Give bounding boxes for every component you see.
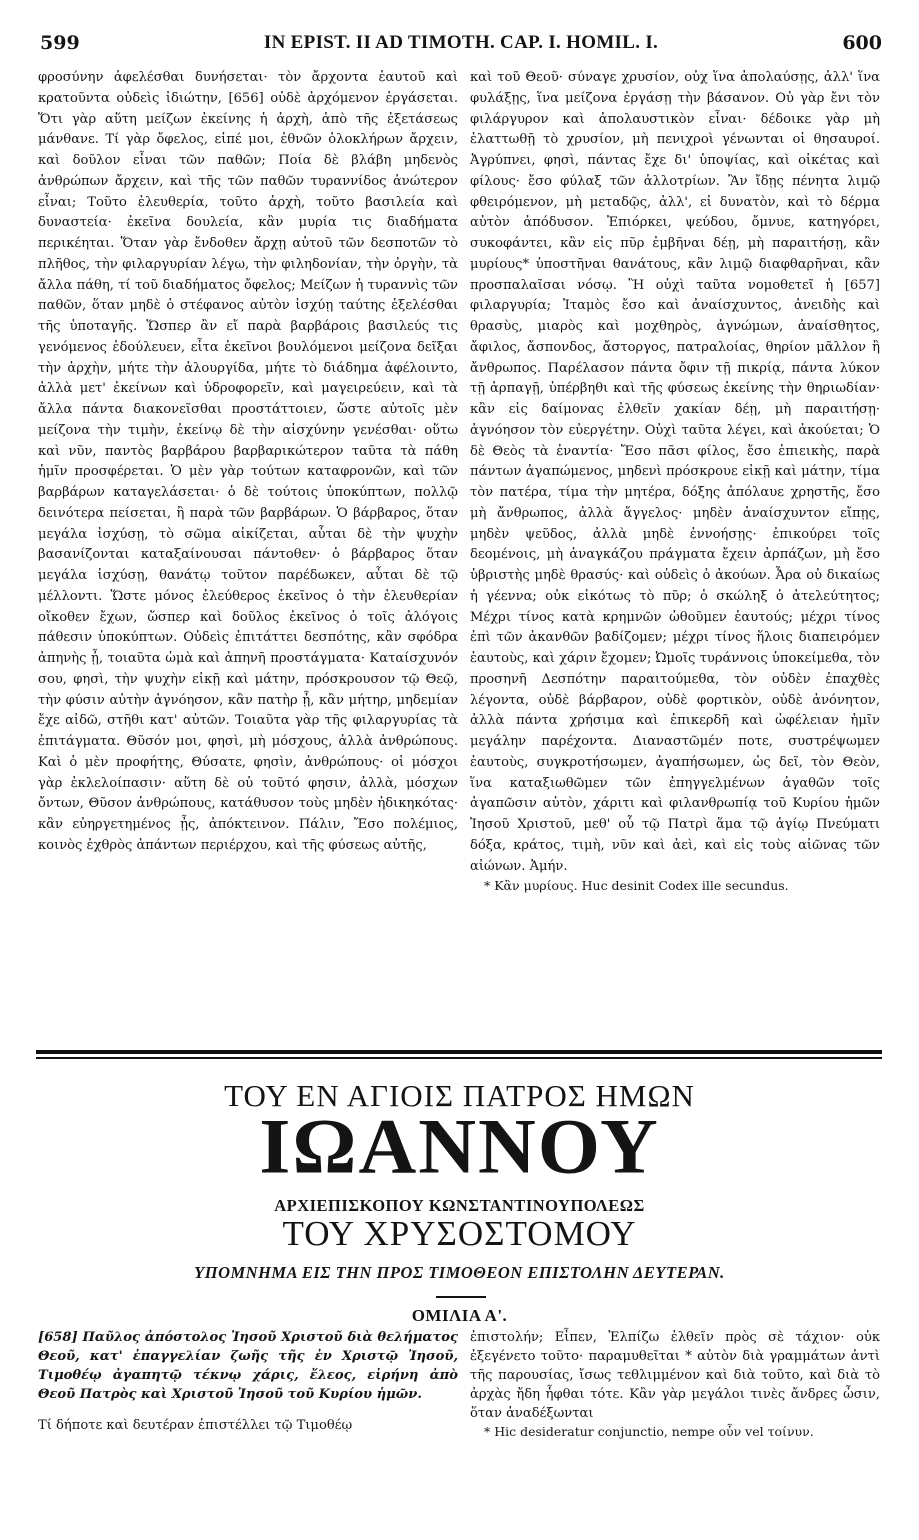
homily-heading: ΟΜΙΛΙΑ Α'.: [411, 1306, 508, 1325]
left-column: [38, 68, 458, 857]
bottom-left-column: [38, 1328, 458, 1435]
title-line-3: ΑΡΧΙΕΠΙΣΚΟΠΟΥ ΚΩΝΣΤΑΝΤΙΝΟΥΠΟΛΕΩΣ: [274, 1196, 645, 1215]
title-line-5: ΥΠΟΜΝΗΜΑ ΕΙΣ ΤΗΝ ΠΡΟΣ ΤΙΜΟΘΕΟΝ ΕΠΙΣΤΟΛΗΝ ΔΕΥΤΕΡΑΝ.: [194, 1263, 725, 1282]
divider-thin: [36, 1057, 882, 1059]
bottom-right-column: [470, 1328, 880, 1440]
right-column: [470, 68, 880, 894]
footnote-top: * Κἂν μυρίους. Huc desinit Codex ille secundus.: [484, 878, 789, 894]
short-divider: [436, 1296, 486, 1298]
bottom-right-text: ἐπιστολήν; Εἶπεν, Ἐλπίζω ἐλθεῖν πρὸς σὲ τάχιον· οὐκ ἐξεγένετο τοῦτο· παραμυθεῖται * αὐτὸν διὰ γραμμάτων ἀντὶ τῆς παρουσίας, ἴσως τεθλιμμένον καὶ διὰ τοῦτο, καὶ διὰ τὸ ἀρχὰς ἤδη ἧφθαι τότε. Κἂν γὰρ μεγάλοι τινὲς ἄνδρες ὦσιν, ὅταν ἀναδέξωνται: [470, 1330, 880, 1421]
running-title: IN EPIST. II AD TIMOTH. CAP. I. HOMIL. I.: [263, 32, 659, 53]
spacer: [38, 1404, 458, 1416]
page-number-left: 599: [40, 32, 80, 54]
bottom-left-text: Τί δήποτε καὶ δευτέραν ἐπιστέλλει τῷ Τιμοθέῳ: [38, 1418, 353, 1433]
running-header: [40, 32, 882, 58]
footnote-bottom: * Hic desideratur conjunctio, nempe οὖν vel τοίνυν.: [484, 1424, 814, 1439]
divider-thick: [36, 1050, 882, 1054]
title-name: ΙΩΑΝΝΟΥ: [259, 1103, 660, 1191]
scripture-lemma: [658] Παῦλος ἀπόστολος Ἰησοῦ Χριστοῦ διὰ θελήματος Θεοῦ, κατ' ἐπαγγελίαν ζωῆς τῆς ἐν Χριστῷ Ἰησοῦ, Τιμοθέῳ ἀγαπητῷ τέκνῳ χάρις, ἔλεος, εἰρήνη ἀπὸ Θεοῦ Πατρὸς καὶ Χριστοῦ Ἰησοῦ τοῦ Κυρίου ἡμῶν.: [38, 1330, 458, 1402]
left-column-text: φροσύνην ἀφελέσθαι δυνήσεται· τὸν ἄρχοντα ἑαυτοῦ καὶ κρατοῦντα οὐδεὶς ἰδιώτην, [656] οὐδὲ ἀρχόμενον ἐργάσεται. Ὅτι γὰρ αὕτη μείζων ἐκείνης ἡ ἀρχὴ, ἀπὸ τῆς ἐξετάσεως μάνθανε. Τί γὰρ ὄφελος, εἰπέ μοι, ἐθνῶν ὁλοκλήρων ἄρχειν, καὶ δοῦλον εἶναι τῶν παθῶν; Ποία δὲ βλάβη μηδενὸς ἀνθρώπων ἄρχειν, καὶ τῆς τῶν παθῶν τυραννίδος ἀνώτερον εἶναι; Τοῦτο ἐλευθερία, τοῦτο ἀρχὴ, τοῦτο βασιλεία καὶ δυναστεία· ἐκεῖνα δουλεία, κἂν μυρία τις διαδήματα περικέηται. Ὅταν γὰρ ἔνδοθεν ἄρχῃ αὐτοῦ τῶν δεσποτῶν τὸ πλῆθος, τὴν φιλαργυρίαν λέγω, τὴν φιληδονίαν, τὴν ὀργὴν, τὰ ἄλλα πάθη, τί τοῦ διαδήματος ὄφελος; Μείζων ἡ τυραννὶς τῶν παθῶν, ὅταν μηδὲ ὁ στέφανος αὐτὸν ἰσχύῃ ταύτης ἐξελέσθαι τῆς ὑποταγῆς. Ὥσπερ ἂν εἴ παρὰ βαρβάροις βασιλεύς τις γενόμενος ἐδούλευεν, εἶτα ἐκεῖνοι βουλόμενοι μείζονα δεῖξαι τὴν ἀρχὴν, μήτε τὴν ἁλουργίδα, μήτε τὸ διάδημα ἀφέλοιντο, ἀλλὰ μετ' ἐκείνων καὶ ὑδροφορεῖν, καὶ μαγειρεύειν, καὶ τὰ ἄλλα πάντα διακονεῖσθαι προστάττοιεν, ὥστε αὐτοῖς μὲν μείζονα τὴν τιμὴν, ἐκείνῳ δὲ τὴν αἰσχύνην γενέσθαι· οὕτω καὶ νῦν, παντὸς βαρβάρου βαρβαρικώτερον ταῦτα τὰ πάθη ἡμῖν προσφέρεται. Ὁ μὲν γὰρ τούτων καταφρονῶν, καὶ τῶν βαρβάρων καταγελάσεται· ὁ δὲ τούτοις ὑποκύπτων, πολλῷ δεινότερα πείσεται, ἢ παρὰ τῶν βαρβάρων. Ὁ βάρβαρος, ὅταν μεγάλα ἰσχύσῃ, τὸ σῶμα αἰκίζεται, αὗται δὲ τὴν ψυχὴν βασανίζονται καταξαίνουσαι πάντοθεν· ὁ βάρβαρος ὅταν μεγάλα ἰσχύσῃ, θανάτῳ τοῦτον παρέδωκεν, αὗται δὲ τῷ μέλλοντι. Ὥστε μόνος ἐλεύθερος ἐκεῖνος ὁ τὴν ἐλευθερίαν οἴκοθεν ἔχων, ὥσπερ καὶ δοῦλος ἐκεῖνος ὁ τοῖς ἀλόγοις πάθεσιν ὑποκύπτων. Οὐδεὶς ἐπιτάττει δεσπότης, κἂν σφόδρα ἀπηνὴς ᾖ, τοιαῦτα ὠμὰ καὶ ἀπηνῆ προστάγματα· Καταίσχυνόν σου, φησὶ, τὴν ψυχὴν εἰκῇ καὶ μάτην, πρόσκρουσον τῷ Θεῷ, τὴν φύσιν αὐτὴν ἀγνόησον, κἂν πατὴρ ᾖ, κἂν μήτηρ, μηδεμίαν ἔχε αἰδῶ, στῆθι κατ' αὐτῶν. Τοιαῦτα γὰρ τῆς φιλαργυρίας τὰ ἐπιτάγματα. Θῦσόν μοι, φησὶ, μὴ μόσχους, ἀλλὰ ἀνθρώπους. Καὶ ὁ μὲν προφήτης, Θύσατε, φησὶν, ἀνθρώπους· οἱ μόσχοι γὰρ ἐκλελοίπασιν· αὕτη δὲ οὐ τοῦτό φησιν, ἀλλὰ, μόσχων ὄντων, Θῦσον ἀνθρώπους, κατάθυσον τοὺς μηδὲν ἠδικηκότας· κἂν εὐηργετημένος ᾖς, ἀπόκτεινον. Πάλιν, Ἔσο πολέμιος, κοινὸς ἐχθρὸς ἁπάντων περιέρχου, καὶ τῆς φύσεως αὐτῆς,: [38, 70, 458, 853]
title-line-1: ΤΟΥ ΕΝ ΑΓΙΟΙΣ ΠΑΤΡΟΣ ΗΜΩΝ: [224, 1078, 695, 1113]
right-column-text: καὶ τοῦ Θεοῦ· σύναγε χρυσίον, οὐχ ἵνα ἀπολαύσῃς, ἀλλ' ἵνα φυλάξῃς, ἵνα μείζονα ἐργάσῃ τὴν βάσανον. Οὐ γὰρ ἔνι τὸν φιλάργυρον καὶ ἀπολαυστικὸν εἶναι· δέδοικε γὰρ μὴ ἐλαττωθῇ τὸ χρυσίον, μὴ πενιχροὶ γένωνται οἱ θησαυροί. Ἀγρύπνει, φησὶ, πάντας ἔχε δι' ὑποψίας, καὶ οἰκέτας καὶ φίλους· ἔσο φύλαξ τῶν ἀλλοτρίων. Ἂν ἴδῃς πένητα λιμῷ φθειρόμενον, μὴ μεταδῷς, ἀλλ', εἰ δυνατὸν, καὶ τὸ δέρμα αὐτὸν ἀπόδυσον. Ἐπιόρκει, ψεύδου, ὄμνυε, κατηγόρει, συκοφάντει, κἂν εἰς πῦρ ἐμβῆναι δέῃ, μὴ παραιτήσῃ, κἂν μυρίους* ὑποστῆναι θανάτους, κἂν λιμῷ διαφθαρῆναι, κἂν προσπαλαῖσαι νόσῳ. Ἢ οὐχὶ ταῦτα νομοθετεῖ ἡ [657] φιλαργυρία; Ἰταμὸς ἔσο καὶ ἀναίσχυντος, ἀνειδὴς καὶ θρασὺς, μιαρὸς καὶ μοχθηρὸς, ἀγνώμων, ἀναίσθητος, ἄφιλος, ἄσπονδος, ἄστοργος, πατραλοίας, θηρίον μᾶλλον ἢ ἄνθρωπος. Παρέλασον πάντα ὄφιν τῇ πικρίᾳ, πάντα λύκον τῇ ἁρπαγῇ, ὑπέρβηθι καὶ τῆς φύσεως ἐκείνης τὴν θηριωδίαν· κἂν εἰς δαίμονας ἐλθεῖν χακίαν δέῃ, μὴ παραιτήσῃ· ἀγνόησον τὸν εὐεργέτην. Οὐχὶ ταῦτα λέγει, καὶ ἀκούεται; Ὁ δὲ Θεὸς τὰ ἐναντία· Ἔσο πᾶσι φίλος, ἔσο ἐπιεικὴς, παρὰ πάντων ἀγαπώμενος, μηδενὶ πρόσκρουε εἰκῇ καὶ μάτην, τίμα τὸν πατέρα, τίμα τὴν μητέρα, δόξης ἀπόλαυε χρηστῆς, ἔσο μὴ ἄνθρωπος, ἀλλὰ ἄγγελος· μηδὲν ἀναίσχυντον εἴπῃς, μηδὲν ψεῦδος, ἀλλὰ μηδὲ ἐννοήσῃς· ἐπικούρει τοῖς δεομένοις, μὴ ἀναγκάζου πράγματα ἔχειν ἁρπάζων, μὴ ἔσο ὑβριστὴς μηδὲ θρασύς· καὶ οὐδεὶς ὁ ἀκούων. Ἆρα οὐ δικαίως ἡ γέεννα; οὐκ εἰκότως τὸ πῦρ; ὁ σκώληξ ὁ ἀτελεύτητος; Μέχρι τίνος κατὰ κρημνῶν ὠθοῦμεν ἑαυτούς; μέχρι τίνος ἐπὶ τῶν ἀκανθῶν βαδίζομεν; μέχρι τίνος ἥλοις διαπειρόμεν ἑαυτοὺς, καὶ χάριν ἔχομεν; Ὠμοῖς τυράννοις ὑποκείμεθα, τὸν προσηνῆ Δεσπότην παραιτούμεθα, τὸν οὐδὲν ἐπαχθὲς λέγοντα, οὐδὲ βάρβαρον, οὐδὲ φορτικὸν, οὐδὲ ἀνόνητον, ἀλλὰ πάντα χρήσιμα καὶ ἐπικερδῆ καὶ ὠφέλειαν ἡμῖν μεγάλην παρέχοντα. Διαναστῶμέν ποτε, συστρέψωμεν ἑαυτοὺς, συγκροτήσωμεν, ἀγαπήσωμεν, ὡς δεῖ, τὸν Θεὸν, ἵνα καταξιωθῶμεν τῶν ἐπηγγελμένων ἀγαθῶν τοῖς ἀγαπῶσιν αὐτὸν, χάριτι καὶ φιλανθρωπίᾳ τοῦ Κυρίου ἡμῶν Ἰησοῦ Χριστοῦ, μεθ' οὗ τῷ Πατρὶ ἅμα τῷ ἁγίῳ Πνεύματι δόξα, κράτος, τιμὴ, νῦν καὶ ἀεὶ, καὶ εἰς τοὺς αἰῶνας τῶν αἰώνων. Ἀμήν.: [470, 70, 880, 874]
title-line-4: ΤΟΥ ΧΡΥΣΟΣΤΟΜΟΥ: [282, 1214, 637, 1253]
page-number-right: 600: [842, 32, 882, 54]
